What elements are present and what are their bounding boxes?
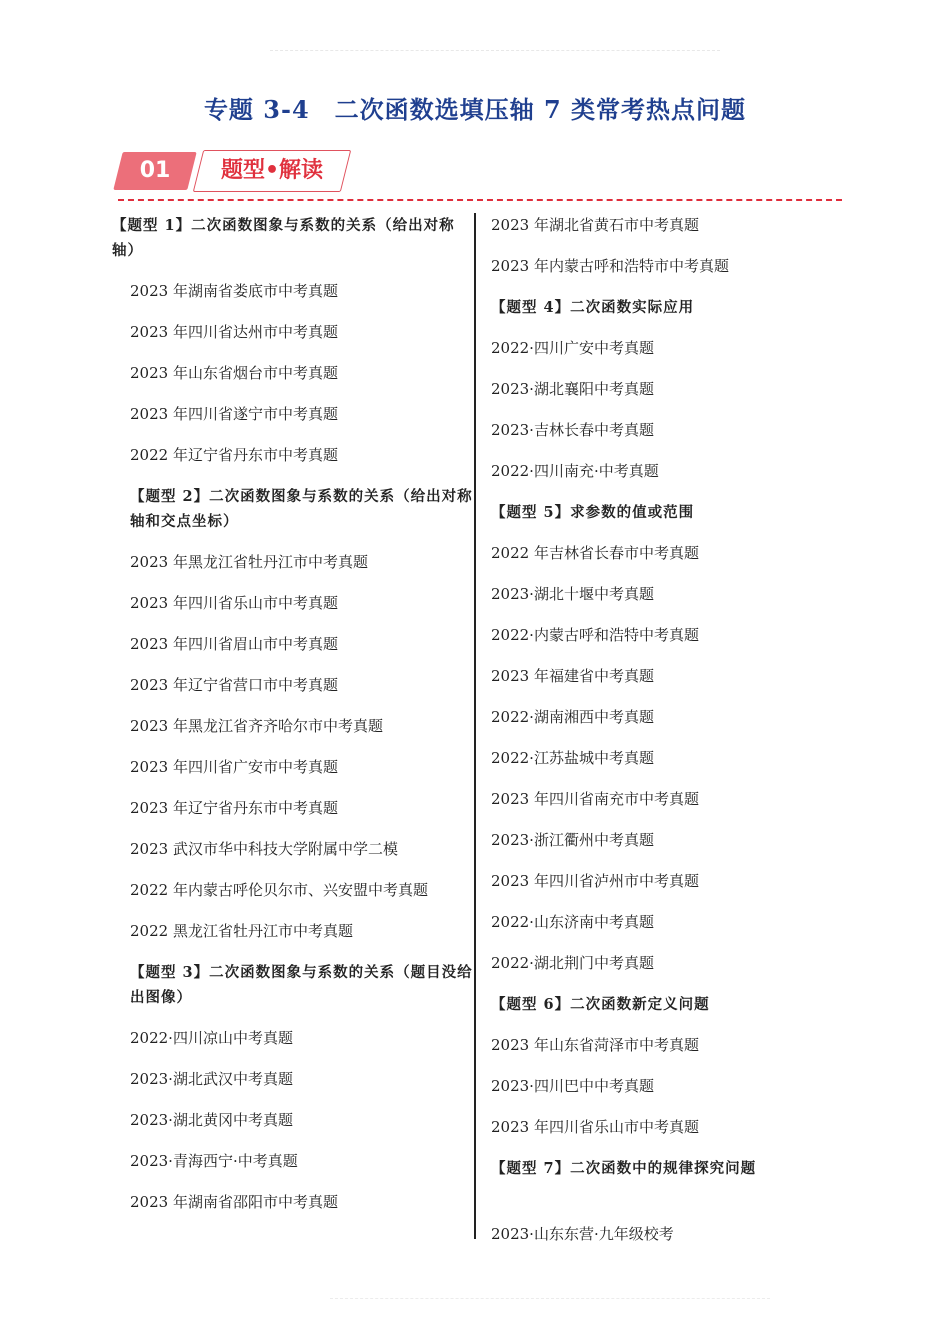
section-heading: 【题型 5】求参数的值或范围 — [491, 504, 695, 521]
list-item: 2023 年四川省达州市中考真题 — [130, 323, 338, 341]
list-item: 2023·青海西宁·中考真题 — [130, 1152, 298, 1170]
section-heading: 【题型 3】二次函数图象与系数的关系（题目没给出图像） — [130, 964, 473, 1006]
list-item: 2022·湖南湘西中考真题 — [491, 708, 654, 726]
list-item: 2023·湖北武汉中考真题 — [130, 1070, 293, 1088]
list-item: 2023·湖北襄阳中考真题 — [491, 380, 654, 398]
list-item: 2022 年内蒙古呼伦贝尔市、兴安盟中考真题 — [130, 881, 428, 899]
left-column — [112, 213, 474, 1231]
list-item: 2023 年内蒙古呼和浩特市中考真题 — [491, 257, 729, 275]
list-item: 2022·四川凉山中考真题 — [130, 1029, 293, 1047]
section-banner — [118, 150, 358, 194]
list-item: 2023 年湖南省娄底市中考真题 — [130, 282, 338, 300]
list-item: 2023 年黑龙江省牡丹江市中考真题 — [130, 553, 368, 571]
list-item: 2023·湖北十堰中考真题 — [491, 585, 654, 603]
section-divider — [118, 199, 842, 201]
bottom-decoration-line — [330, 1298, 770, 1299]
list-item: 2023 年辽宁省丹东市中考真题 — [130, 799, 338, 817]
list-item: 2022·山东济南中考真题 — [491, 913, 654, 931]
list-item: 2023 年辽宁省营口市中考真题 — [130, 676, 338, 694]
section-label-box — [193, 150, 351, 192]
section-heading: 【题型 7】二次函数中的规律探究问题 — [491, 1160, 757, 1177]
list-item: 2022 年吉林省长春市中考真题 — [491, 544, 699, 562]
right-column — [491, 213, 841, 1263]
section-heading: 【题型 4】二次函数实际应用 — [491, 299, 695, 316]
list-item: 2022·四川广安中考真题 — [491, 339, 654, 357]
list-item: 2022 黑龙江省牡丹江市中考真题 — [130, 922, 353, 940]
list-item: 2022·内蒙古呼和浩特中考真题 — [491, 626, 699, 644]
section-heading: 【题型 6】二次函数新定义问题 — [491, 996, 710, 1013]
section-label: 题型•解读 — [220, 158, 324, 183]
list-item: 2023 年四川省遂宁市中考真题 — [130, 405, 338, 423]
page-title: 专题 3-4 二次函数选填压轴 7 类常考热点问题 — [203, 95, 747, 124]
column-divider — [474, 213, 476, 1239]
list-item: 2023 年湖南省邵阳市中考真题 — [130, 1193, 338, 1211]
list-item: 2022 年辽宁省丹东市中考真题 — [130, 446, 338, 464]
list-item: 2023 年四川省眉山市中考真题 — [130, 635, 338, 653]
list-item: 2023 年湖北省黄石市中考真题 — [491, 216, 699, 234]
list-item: 2023 年四川省泸州市中考真题 — [491, 872, 699, 890]
list-item: 2022·湖北荆门中考真题 — [491, 954, 654, 972]
list-item: 2023·吉林长春中考真题 — [491, 421, 654, 439]
list-item: 2023 年四川省广安市中考真题 — [130, 758, 338, 776]
section-number-badge — [113, 152, 196, 190]
list-item: 2023·浙江衢州中考真题 — [491, 831, 654, 849]
list-item: 2023 年四川省乐山市中考真题 — [491, 1118, 699, 1136]
section-heading: 【题型 2】二次函数图象与系数的关系（给出对称轴和交点坐标） — [130, 488, 473, 530]
list-item: 2023 年福建省中考真题 — [491, 667, 654, 685]
top-decoration-line — [270, 50, 720, 51]
section-number: 01 — [139, 158, 171, 183]
list-item: 2023 年四川省乐山市中考真题 — [130, 594, 338, 612]
list-item: 2022·江苏盐城中考真题 — [491, 749, 654, 767]
list-item: 2023·湖北黄冈中考真题 — [130, 1111, 293, 1129]
section-heading: 【题型 1】二次函数图象与系数的关系（给出对称轴） — [112, 217, 455, 259]
list-item: 2023 年山东省烟台市中考真题 — [130, 364, 338, 382]
list-item: 2023 武汉市华中科技大学附属中学二模 — [130, 840, 398, 858]
list-item: 2023 年四川省南充市中考真题 — [491, 790, 699, 808]
list-item: 2023·四川巴中中考真题 — [491, 1077, 654, 1095]
list-item: 2023 年山东省菏泽市中考真题 — [491, 1036, 699, 1054]
list-item: 2022·四川南充·中考真题 — [491, 462, 659, 480]
list-item: 2023·山东东营·九年级校考 — [491, 1225, 674, 1243]
list-item: 2023 年黑龙江省齐齐哈尔市中考真题 — [130, 717, 383, 735]
